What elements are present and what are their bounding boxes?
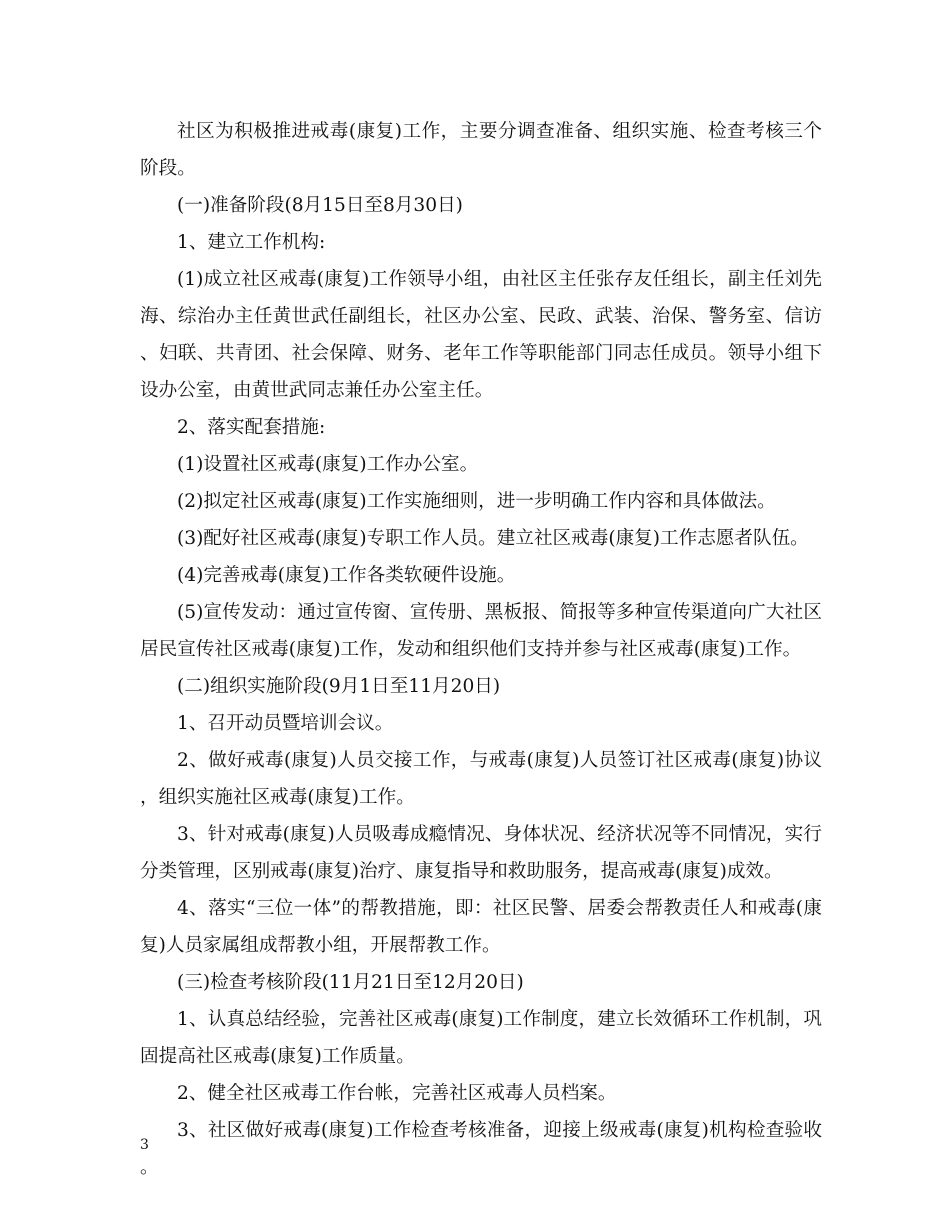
item-mobilization-meeting: 1、召开动员暨培训会议。: [177, 713, 394, 734]
section-heading-inspection: (三)检查考核阶段(11月21日至12月20日): [177, 972, 524, 993]
item-ledger: 2、健全社区戒毒工作台帐，完善社区戒毒人员档案。: [177, 1083, 617, 1104]
paragraph-office: (1)设置社区戒毒(康复)工作办公室。: [177, 454, 479, 475]
section-heading-implementation: (二)组织实施阶段(9月1日至11月20日): [177, 676, 501, 697]
paragraph-intro: 社区为积极推进戒毒(康复)工作，主要分调查准备、组织实施、检查考核三个阶段。: [140, 121, 822, 179]
paragraph-facilities: (4)完善戒毒(康复)工作各类软硬件设施。: [177, 565, 516, 586]
item-supporting-measures: 2、落实配套措施:: [177, 417, 326, 438]
item-three-in-one: 4、落实“三位一体”的帮教措施，即：社区民警、居委会帮教责任人和戒毒(康复)人员家属组成帮教小组，开展帮教工作。: [140, 898, 822, 956]
item-summarize-experience: 1、认真总结经验，完善社区戒毒(康复)工作制度，建立长效循环工作机制，巩固提高社区戒毒(康复)工作质量。: [140, 1009, 822, 1067]
page-number: 3: [140, 1137, 149, 1153]
paragraph-leading-group: (1)成立社区戒毒(康复)工作领导小组，由社区主任张存友任组长，副主任刘先海、综治办主任黄世武任副组长，社区办公室、民政、武装、治保、警务室、信访、妇联、共青团、社会保障、财务、老年工作等职能部门同志任成员。领导小组下设办公室，由黄世武同志兼任办公室主任。: [140, 269, 822, 401]
paragraph-staff: (3)配好社区戒毒(康复)专职工作人员。建立社区戒毒(康复)工作志愿者队伍。: [177, 528, 809, 549]
document-body: [140, 113, 822, 1186]
item-inspection-preparation: 3、社区做好戒毒(康复)工作检查考核准备，迎接上级戒毒(康复)机构检查验收。: [140, 1120, 822, 1178]
item-establish-organization: 1、建立工作机构:: [177, 232, 326, 253]
item-classified-management: 3、针对戒毒(康复)人员吸毒成瘾情况、身体状况、经济状况等不同情况，实行分类管理，区别戒毒(康复)治疗、康复指导和救助服务，提高戒毒(康复)成效。: [140, 824, 822, 882]
paragraph-rules: (2)拟定社区戒毒(康复)工作实施细则，进一步明确工作内容和具体做法。: [177, 491, 776, 512]
section-heading-preparation: (一)准备阶段(8月15日至8月30日): [177, 195, 463, 216]
paragraph-publicity: (5)宣传发动：通过宣传窗、宣传册、黑板报、简报等多种宣传渠道向广大社区居民宣传社区戒毒(康复)工作，发动和组织他们支持并参与社区戒毒(康复)工作。: [140, 602, 822, 660]
item-handover: 2、做好戒毒(康复)人员交接工作，与戒毒(康复)人员签订社区戒毒(康复)协议，组织实施社区戒毒(康复)工作。: [140, 750, 822, 808]
